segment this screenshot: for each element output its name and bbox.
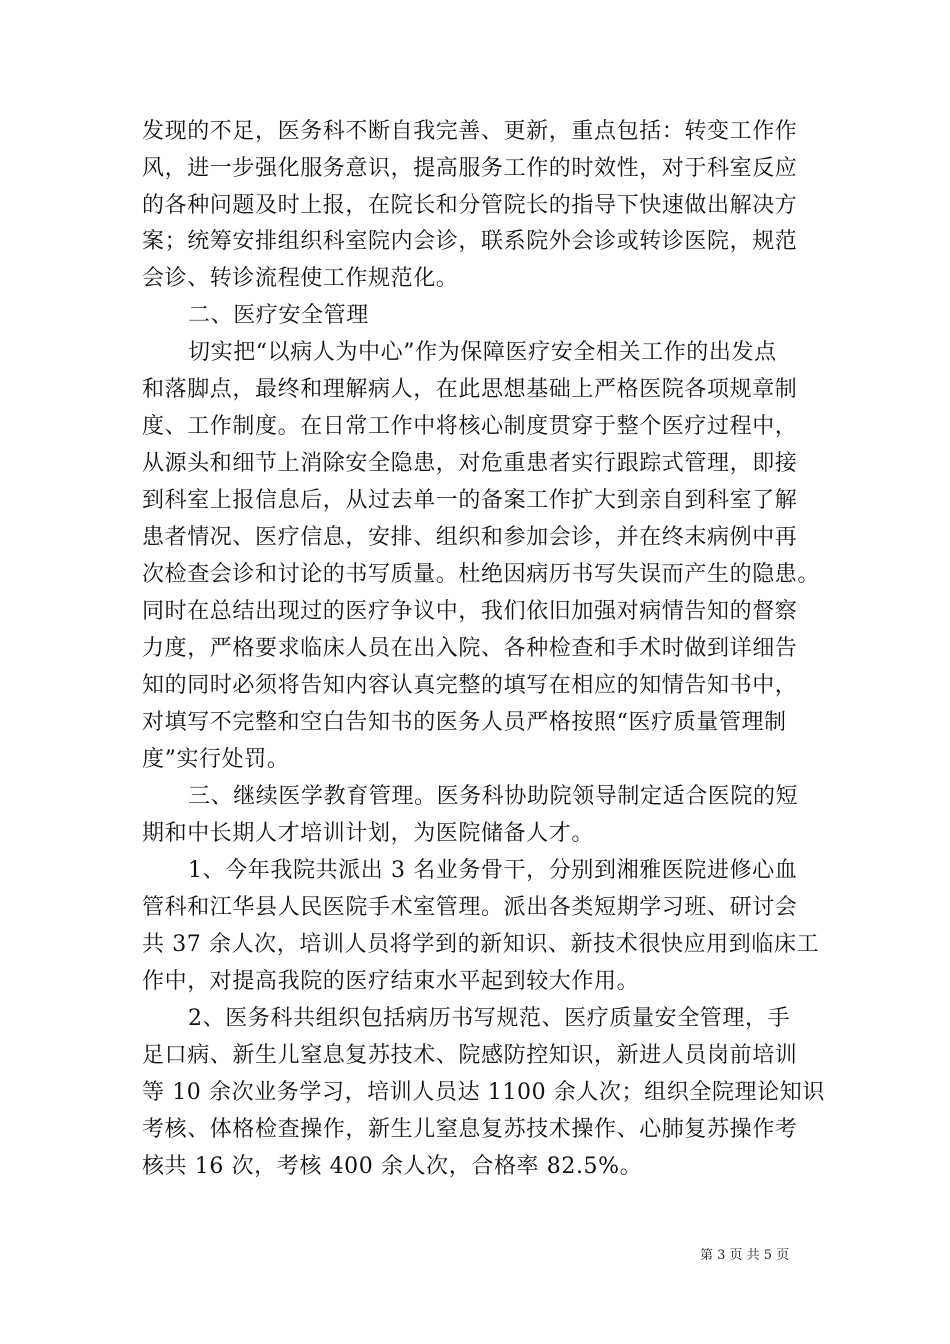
text-line: 度”实行处罚。 xyxy=(142,747,290,772)
text-line: 的各种问题及时上报，在院长和分管院长的指导下快速做出解决方 xyxy=(142,193,798,218)
text-line: 1、今年我院共派出 3 名业务骨干，分别到湘雅医院进修心血 xyxy=(188,858,798,883)
text-line: 期和中长期人才培训计划，为医院储备人才。 xyxy=(142,821,595,846)
text-line: 从源头和细节上消除安全隐患，对危重患者实行跟踪式管理，即接 xyxy=(142,451,798,476)
text-line: 度、工作制度。在日常工作中将核心制度贯穿于整个医疗过程中， xyxy=(142,414,798,439)
text-line: 切实把“以病人为中心”作为保障医疗安全相关工作的出发点 xyxy=(188,340,777,365)
text-line: 发现的不足，医务科不断自我完善、更新，重点包括：转变工作作 xyxy=(142,119,798,144)
text-line: 到科室上报信息后，从过去单一的备案工作扩大到亲自到科室了解 xyxy=(142,488,798,513)
page-number: 第 3 页 共 5 页 xyxy=(700,1248,790,1263)
text-line: 三、继续医学教育管理。医务科协助院领导制定适合医院的短 xyxy=(188,784,799,809)
text-line: 共 37 余人次，培训人员将学到的新知识、新技术很快应用到临床工 xyxy=(142,932,820,957)
text-line: 考核、体格检查操作，新生儿窒息复苏技术操作、心肺复苏操作考 xyxy=(142,1117,798,1142)
text-line: 风，进一步强化服务意识，提高服务工作的时效性，对于科室反应 xyxy=(142,156,798,181)
text-line: 管科和江华县人民医院手术室管理。派出各类短期学习班、研讨会 xyxy=(142,895,798,920)
text-line: 2、医务科共组织包括病历书写规范、医疗质量安全管理，手 xyxy=(188,1006,791,1031)
text-line: 次检查会诊和讨论的书写质量。杜绝因病历书写失误而产生的隐患。 xyxy=(142,562,821,587)
text-line: 对填写不完整和空白告知书的医务人员严格按照“医疗质量管理制 xyxy=(142,710,787,735)
text-line: 案；统筹安排组织科室院内会诊，联系院外会诊或转诊医院，规范 xyxy=(142,229,798,254)
text-line: 同时在总结出现过的医疗争议中，我们依旧加强对病情告知的督察 xyxy=(142,599,798,624)
text-line: 作中，对提高我院的医疗结束水平起到较大作用。 xyxy=(142,969,640,994)
text-line: 力度，严格要求临床人员在出入院、各种检查和手术时做到详细告 xyxy=(142,636,798,661)
text-line: 会诊、转诊流程使工作规范化。 xyxy=(142,266,459,291)
text-line: 足口病、新生儿窒息复苏技术、院感防控知识，新进人员岗前培训 xyxy=(142,1043,798,1068)
text-line: 等 10 余次业务学习，培训人员达 1100 余人次；组织全院理论知识 xyxy=(142,1080,825,1105)
section-heading: 二、医疗安全管理 xyxy=(188,303,369,328)
text-line: 和落脚点，最终和理解病人，在此思想基础上严格医院各项规章制 xyxy=(142,377,798,402)
text-line: 患者情况、医疗信息，安排、组织和参加会诊，并在终末病例中再 xyxy=(142,525,798,550)
text-line: 知的同时必须将告知内容认真完整的填写在相应的知情告知书中， xyxy=(142,673,798,698)
text-line: 核共 16 次，考核 400 余人次，合格率 82.5%。 xyxy=(142,1154,643,1179)
